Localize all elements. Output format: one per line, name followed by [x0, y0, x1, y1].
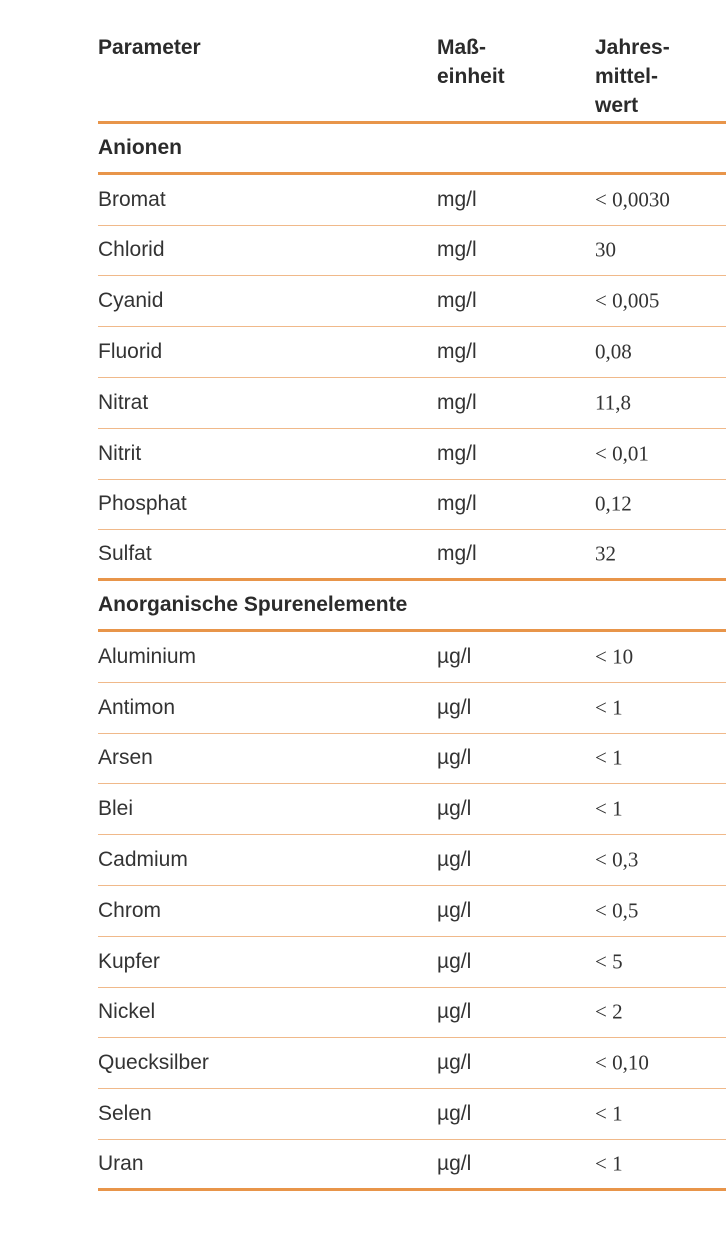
- parameter-cell: Cadmium: [98, 848, 188, 872]
- unit-cell: mg/l: [437, 289, 477, 313]
- parameter-cell: Fluorid: [98, 340, 163, 364]
- value-cell: < 1: [595, 1101, 623, 1126]
- parameter-cell: Antimon: [98, 695, 176, 719]
- table-header: [98, 0, 726, 124]
- value-cell: 11,8: [595, 390, 631, 415]
- unit-cell: mg/l: [437, 542, 477, 566]
- value-cell: 0,12: [595, 491, 632, 516]
- value-cell: < 0,005: [595, 288, 660, 313]
- unit-cell: µg/l: [437, 1051, 472, 1075]
- parameter-cell: Chrom: [98, 898, 162, 922]
- value-cell: < 0,10: [595, 1050, 649, 1075]
- value-cell: < 1: [595, 695, 623, 720]
- table-row: [98, 632, 726, 683]
- value-cell: 30: [595, 237, 616, 262]
- table-row: [98, 1140, 726, 1191]
- table-row: [98, 226, 726, 277]
- table-row: [98, 683, 726, 734]
- table-row: [98, 429, 726, 480]
- table-body: [98, 124, 726, 1191]
- parameter-cell: Sulfat: [98, 542, 152, 566]
- parameter-cell: Arsen: [98, 746, 153, 770]
- parameter-cell: Phosphat: [98, 492, 187, 516]
- parameter-cell: Aluminium: [98, 644, 197, 668]
- value-cell: < 10: [595, 644, 634, 669]
- table-row: [98, 378, 726, 429]
- unit-cell: µg/l: [437, 949, 472, 973]
- parameter-cell: Quecksilber: [98, 1051, 209, 1075]
- unit-cell: µg/l: [437, 1000, 472, 1024]
- unit-cell: mg/l: [437, 238, 477, 262]
- unit-cell: mg/l: [437, 187, 477, 211]
- section-title: Anionen: [98, 135, 182, 159]
- section-title: Anorganische Spurenelemente: [98, 593, 408, 617]
- table-row: [98, 937, 726, 988]
- unit-cell: mg/l: [437, 492, 477, 516]
- unit-cell: µg/l: [437, 746, 472, 770]
- parameter-cell: Nitrit: [98, 441, 142, 465]
- parameter-cell: Kupfer: [98, 949, 160, 973]
- parameter-cell: Blei: [98, 797, 134, 821]
- header-parameter: Parameter: [98, 36, 201, 59]
- table-row: [98, 734, 726, 785]
- value-cell: 0,08: [595, 339, 632, 364]
- parameter-cell: Bromat: [98, 187, 166, 211]
- value-cell: < 0,0030: [595, 187, 670, 212]
- section-header: [98, 581, 726, 632]
- table-row: [98, 480, 726, 531]
- table-row: [98, 530, 726, 581]
- unit-cell: mg/l: [437, 441, 477, 465]
- value-cell: < 0,3: [595, 847, 639, 872]
- unit-cell: µg/l: [437, 848, 472, 872]
- unit-cell: µg/l: [437, 898, 472, 922]
- value-cell: < 0,01: [595, 441, 649, 466]
- unit-cell: mg/l: [437, 390, 477, 414]
- parameter-cell: Selen: [98, 1102, 152, 1126]
- section-header: [98, 124, 726, 175]
- table-row: [98, 276, 726, 327]
- value-cell: < 0,5: [595, 898, 639, 923]
- table-row: [98, 327, 726, 378]
- unit-cell: mg/l: [437, 340, 477, 364]
- table-row: [98, 835, 726, 886]
- value-cell: < 1: [595, 796, 623, 821]
- value-cell: < 1: [595, 1151, 623, 1176]
- value-cell: < 1: [595, 745, 623, 770]
- value-cell: 32: [595, 541, 616, 566]
- header-unit: Maß- einheit: [437, 36, 505, 88]
- table-row: [98, 988, 726, 1039]
- unit-cell: µg/l: [437, 644, 472, 668]
- parameter-cell: Uran: [98, 1151, 144, 1175]
- unit-cell: µg/l: [437, 797, 472, 821]
- water-quality-table: [98, 0, 726, 1191]
- table-row: [98, 1089, 726, 1140]
- parameter-cell: Cyanid: [98, 289, 164, 313]
- value-cell: < 2: [595, 999, 623, 1024]
- table-row: [98, 175, 726, 226]
- unit-cell: µg/l: [437, 1151, 472, 1175]
- unit-cell: µg/l: [437, 695, 472, 719]
- unit-cell: µg/l: [437, 1102, 472, 1126]
- parameter-cell: Nitrat: [98, 390, 149, 414]
- table-row: [98, 1038, 726, 1089]
- header-annual-mean: Jahres- mittel- wert: [595, 36, 670, 117]
- parameter-cell: Chlorid: [98, 238, 165, 262]
- table-row: [98, 886, 726, 937]
- value-cell: < 5: [595, 949, 623, 974]
- parameter-cell: Nickel: [98, 1000, 156, 1024]
- table-row: [98, 784, 726, 835]
